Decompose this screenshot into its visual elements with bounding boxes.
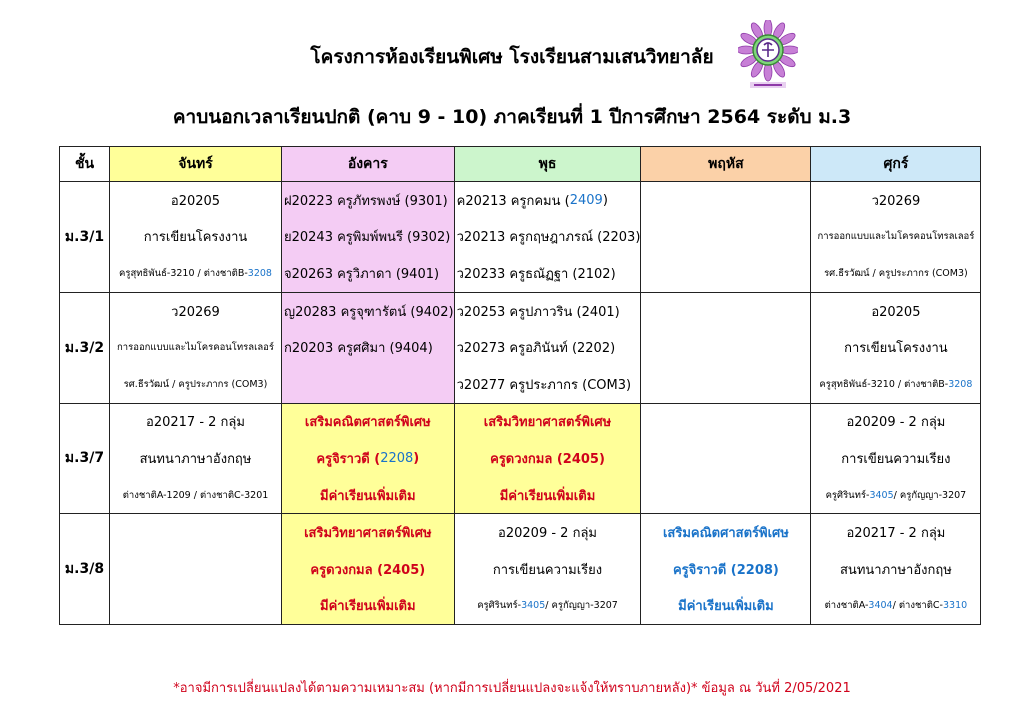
cell-text: การเขียนโครงงาน <box>844 341 948 357</box>
cell-line <box>811 588 980 625</box>
cell-line <box>811 477 980 514</box>
cell-line <box>110 477 281 514</box>
cell-text: อ20209 - 2 กลุ่ม <box>846 415 946 431</box>
cell-text: เสริมคณิตศาสตร์พิเศษ <box>304 415 431 431</box>
cell-text: มีค่าเรียนเพิ่มเติม <box>320 599 416 615</box>
cell-text: อ20205 <box>871 304 921 320</box>
cell-line <box>811 329 980 366</box>
table-row <box>60 514 981 625</box>
cell-text: / ครูกัญญา-3207 <box>893 489 967 501</box>
day-header-thu: พฤหัส <box>641 147 811 182</box>
cell-text: เสริมคณิตศาสตร์พิเศษ <box>662 526 789 542</box>
cell-text: สนทนาภาษาอังกฤษ <box>840 562 952 578</box>
cell-line <box>455 588 641 625</box>
cell-text: รศ.ธีรวัฒน์ / ครูประภากร (COM3) <box>123 378 268 390</box>
cell-text: รศ.ธีรวัฒน์ / ครูประภากร (COM3) <box>824 267 968 279</box>
cell-text: 2208 <box>380 450 414 466</box>
cell-line <box>110 440 281 477</box>
cell-line <box>455 182 641 219</box>
cell-line <box>282 551 454 588</box>
cell-line <box>811 440 980 477</box>
header-row <box>60 147 981 182</box>
cell-text: สนทนาภาษาอังกฤษ <box>139 451 252 467</box>
page-title: โครงการห้องเรียนพิเศษ โรงเรียนสามเสนวิทยาลัย <box>310 46 714 68</box>
cell-line <box>455 293 641 330</box>
day-header-wed: พุธ <box>454 147 641 182</box>
schedule-cell <box>641 403 811 514</box>
cell-text: ญ20283 ครูจุฑารัตน์ (9402) <box>284 304 454 320</box>
cell-text: การออกแบบและไมโครคอนโทรลเลอร์ <box>817 231 975 243</box>
cell-text: การออกแบบและไมโครคอนโทรลเลอร์ <box>117 342 274 354</box>
cell-text: ต่างชาติA- <box>824 600 869 612</box>
cell-line <box>811 366 980 403</box>
cell-text: อ20205 <box>170 193 221 209</box>
day-header-mon: จันทร์ <box>110 147 282 182</box>
cell-text: จ20263 ครูวิภาดา (9401) <box>284 266 440 282</box>
schedule-cell <box>282 403 455 514</box>
schedule-cell <box>110 182 282 293</box>
row-label: ม.3/1 <box>60 182 110 293</box>
cell-line <box>811 514 980 551</box>
cell-line <box>455 477 641 514</box>
cell-text: 2409 <box>569 192 603 208</box>
cell-line <box>641 514 810 551</box>
cell-text: เสริมวิทยาศาสตร์พิเศษ <box>483 415 612 431</box>
cell-line <box>282 293 454 330</box>
schedule-cell <box>454 292 641 403</box>
schedule-cell <box>454 182 641 293</box>
cell-line <box>282 404 454 441</box>
cell-line <box>641 588 810 625</box>
cell-text: การเขียนความเรียง <box>492 562 603 578</box>
cell-text: ค20213 ครูกคมน ( <box>456 193 570 209</box>
cell-text: การเขียนโครงงาน <box>143 230 248 246</box>
cell-text: ครูจิราวดี (2208) <box>672 562 779 578</box>
schedule-cell <box>282 292 455 403</box>
cell-text: 3208 <box>247 267 272 279</box>
table-row <box>60 292 981 403</box>
cell-text: ว20233 ครูธณัฏฐา (2102) <box>456 266 616 282</box>
cell-line <box>455 219 641 256</box>
schedule-cell <box>811 182 981 293</box>
day-header-fri: ศุกร์ <box>811 147 981 182</box>
cell-text: มีค่าเรียนเพิ่มเติม <box>499 488 596 504</box>
cell-text: ต่างชาติA-1209 / ต่างชาติC-3201 <box>122 489 269 501</box>
schedule-table <box>59 146 981 625</box>
cell-text: ว20253 ครูปภาวริน (2401) <box>456 304 620 320</box>
cell-line <box>455 440 641 477</box>
cell-line <box>110 366 281 403</box>
cell-text: การเขียนความเรียง <box>841 451 951 467</box>
school-emblem-icon <box>738 20 798 92</box>
row-label: ม.3/2 <box>60 292 110 403</box>
cell-text: ครูสุทธิพันธ์-3210 / ต่างชาติB- <box>819 378 949 390</box>
cell-text: 3405 <box>521 600 546 612</box>
cell-line <box>282 440 454 477</box>
cell-line <box>641 551 810 588</box>
cell-text: เสริมวิทยาศาสตร์พิเศษ <box>304 526 432 542</box>
cell-line <box>282 255 454 292</box>
cell-line <box>282 477 454 514</box>
schedule-cell <box>641 514 811 625</box>
schedule-cell <box>282 514 455 625</box>
corner-header: ชั้น <box>60 147 110 182</box>
footnote: *อาจมีการเปลี่ยนแปลงได้ตามความเหมาะสม (หากมีการเปลี่ยนแปลงจะแจ้งให้ทราบภายหลัง)* ข้อมูล ณ วันที่ 2/05/2021 <box>173 681 851 696</box>
row-label: ม.3/7 <box>60 403 110 514</box>
cell-line <box>455 255 641 292</box>
cell-line <box>282 514 454 551</box>
schedule-cell <box>811 292 981 403</box>
cell-text: 3310 <box>943 600 968 612</box>
row-label: ม.3/8 <box>60 514 110 625</box>
cell-text: ก20203 ครูศศิมา (9404) <box>284 341 433 357</box>
schedule-cell <box>282 182 455 293</box>
cell-line <box>110 182 281 219</box>
cell-text: มีค่าเรียนเพิ่มเติม <box>678 599 774 615</box>
cell-line <box>811 182 980 219</box>
cell-line <box>811 219 980 256</box>
cell-line <box>110 404 281 441</box>
schedule-cell <box>811 403 981 514</box>
cell-text: อ20217 - 2 กลุ่ม <box>846 526 946 542</box>
cell-text: มีค่าเรียนเพิ่มเติม <box>320 488 416 504</box>
schedule-cell <box>454 403 641 514</box>
table-row <box>60 403 981 514</box>
cell-line <box>282 182 454 219</box>
cell-line <box>455 329 641 366</box>
cell-line <box>811 255 980 292</box>
cell-text: 3405 <box>869 489 894 501</box>
cell-text: ครูสุทธิพันธ์-3210 / ต่างชาติB- <box>119 267 248 279</box>
cell-line <box>110 329 281 366</box>
cell-text: ) <box>413 450 420 466</box>
cell-line <box>811 293 980 330</box>
cell-line <box>455 551 641 588</box>
cell-text: ว20269 <box>871 193 921 209</box>
cell-text: อ20209 - 2 กลุ่ม <box>498 526 597 542</box>
page-subtitle: คาบนอกเวลาเรียนปกติ (คาบ 9 - 10) ภาคเรียนที่ 1 ปีการศึกษา 2564 ระดับ ม.3 <box>172 106 852 128</box>
cell-text: อ20217 - 2 กลุ่ม <box>146 415 245 431</box>
cell-text: ครูศิรินทร์- <box>825 489 870 501</box>
cell-text: ครูดวงกมล (2405) <box>490 451 605 467</box>
schedule-cell <box>110 292 282 403</box>
cell-text: ว20213 ครูกฤษฎาภรณ์ (2203) <box>456 230 641 246</box>
cell-text: 3404 <box>868 600 893 612</box>
cell-line <box>811 404 980 441</box>
table-row <box>60 182 981 293</box>
schedule-cell <box>811 514 981 625</box>
schedule-cell <box>641 182 811 293</box>
cell-text: ครูศิรินทร์- <box>477 600 522 612</box>
cell-text: ว20277 ครูประภากร (COM3) <box>456 377 632 393</box>
cell-text: ) <box>602 192 608 208</box>
cell-text: / ต่างชาติC- <box>892 600 943 612</box>
cell-line <box>811 551 980 588</box>
schedule-cell <box>454 514 641 625</box>
cell-line <box>455 514 641 551</box>
cell-text: ย20243 ครูพิมพ์พนรี (9302) <box>284 230 451 246</box>
cell-text: 3208 <box>948 378 973 390</box>
cell-text: ครูจิราวดี ( <box>316 451 381 467</box>
schedule-cell <box>110 514 282 625</box>
day-header-tue: อังคาร <box>282 147 455 182</box>
cell-text: ว20273 ครูอภินันท์ (2202) <box>456 341 616 357</box>
cell-line <box>282 219 454 256</box>
cell-line <box>110 255 281 292</box>
schedule-cell <box>641 292 811 403</box>
cell-line <box>110 293 281 330</box>
cell-text: ว20269 <box>171 304 220 320</box>
cell-line <box>282 329 454 366</box>
cell-line <box>455 366 641 403</box>
cell-line <box>110 219 281 256</box>
schedule-cell <box>110 403 282 514</box>
cell-line <box>455 404 641 441</box>
cell-text: / ครูกัญญา-3207 <box>545 600 618 612</box>
cell-text: ฝ20223 ครูภัทรพงษ์ (9301) <box>284 193 448 209</box>
cell-text: ครูดวงกมล (2405) <box>310 562 426 578</box>
cell-line <box>282 588 454 625</box>
